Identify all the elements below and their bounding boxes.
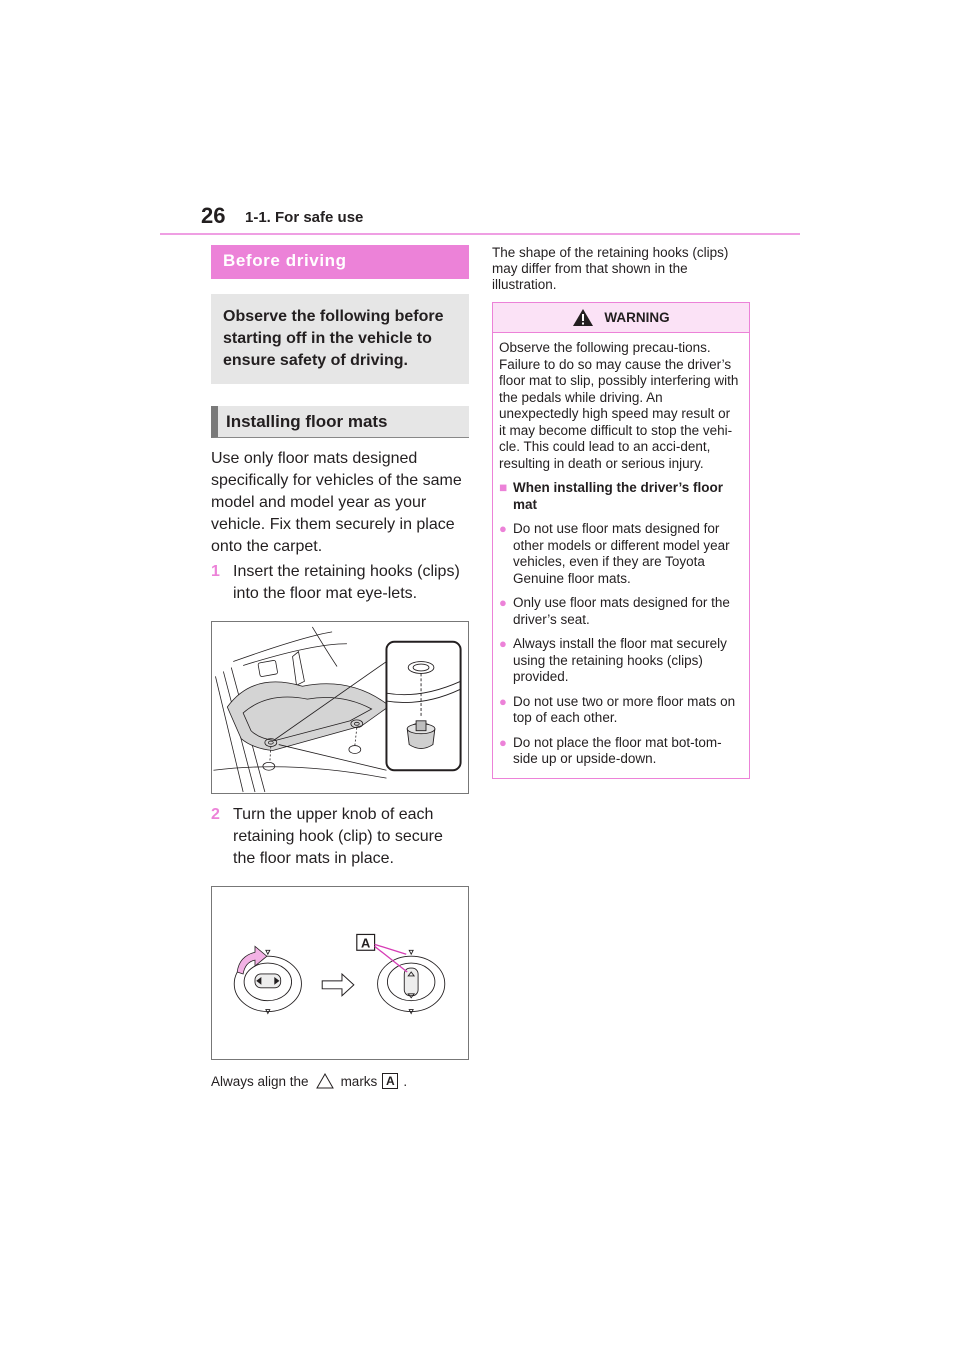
list-item (499, 595, 739, 628)
step-number: 2 (211, 806, 220, 823)
warning-header (493, 303, 749, 333)
list-item (499, 735, 739, 768)
caption-end: . (403, 1073, 408, 1089)
list-item (499, 521, 739, 587)
step-2 (211, 804, 469, 870)
list-item-text: Always install the floor mat securely using the retaining hooks (clips) provided. (513, 636, 727, 684)
warning-box (492, 302, 750, 779)
list-item-text: Do not use two or more floor mats on top of each other. (513, 693, 736, 725)
intro-box: Observe the following before starting off in the vehicle to ensure safety of driving. (211, 294, 469, 384)
caption-before: Always align the (211, 1073, 309, 1089)
step-text: Insert the retaining hooks (clips) into the floor mat eye-lets. (233, 563, 460, 602)
bullet-dot-icon: ● (499, 734, 507, 750)
floor-mat-drawing (212, 622, 468, 793)
header-rule (160, 233, 800, 235)
warning-title: WARNING (604, 310, 670, 325)
warning-triangle-icon (572, 308, 594, 327)
page-number: 26 (201, 203, 226, 228)
step-text: Turn the upper knob of each retaining hook (clip) to secure the floor mats in place. (233, 806, 443, 867)
section-title: 1-1. For safe use (245, 209, 364, 226)
body-text: Use only floor mats designed specifically for vehicles of the same model and model year as your vehicle. Fix them securely in place onto the carpet. (211, 450, 462, 555)
floor-mat-illustration (211, 621, 469, 794)
warning-subheading-text: When installing the driver’s floor mat (513, 480, 724, 512)
caption-after: marks (340, 1073, 378, 1089)
heading-installing-floor-mats: Installing floor mats (211, 406, 469, 438)
heading-before-driving: Before driving (211, 245, 469, 279)
list-item (499, 694, 739, 727)
warning-subheading (499, 480, 739, 513)
bullet-dot-icon: ● (499, 595, 507, 610)
left-column (211, 245, 469, 1090)
bullet-dot-icon: ● (499, 521, 507, 536)
step-number: 1 (211, 563, 220, 580)
list-item-text: Do not use floor mats designed for other models or different model year vehicles, even if they are Toyota Genuine floor mats. (513, 521, 730, 586)
shape-note: The shape of the retaining hooks (clips) may differ from that shown in the illustration. (492, 245, 729, 292)
bullet-dot-icon: ● (499, 636, 507, 651)
figure-caption (211, 1072, 469, 1090)
warning-body (493, 333, 749, 778)
list-item-text: Only use floor mats designed for the driver’s seat. (513, 595, 730, 627)
caption-label-a: A (382, 1073, 398, 1089)
list-item-text: Do not place the floor mat bot-tom-side up or upside-down. (513, 734, 722, 766)
right-column (492, 245, 750, 779)
list-item (499, 636, 739, 686)
knob-turn-illustration (211, 886, 469, 1060)
square-bullet-icon: ■ (499, 480, 508, 495)
bullet-dot-icon: ● (499, 693, 507, 709)
step-1 (211, 561, 469, 605)
triangle-mark-icon (315, 1072, 335, 1090)
label-a: A (361, 935, 371, 951)
knob-drawing (212, 887, 468, 1059)
warning-intro: Observe the following precau-tions. Failure to do so may cause the driver’s floor mat to slip, possibly interfering with the pedals while driving. An unexpectedly high speed may result or it may become difficult to stop the vehi-cle. This could lead to an acci-dent, resulting in death or serious injury. (499, 340, 739, 471)
